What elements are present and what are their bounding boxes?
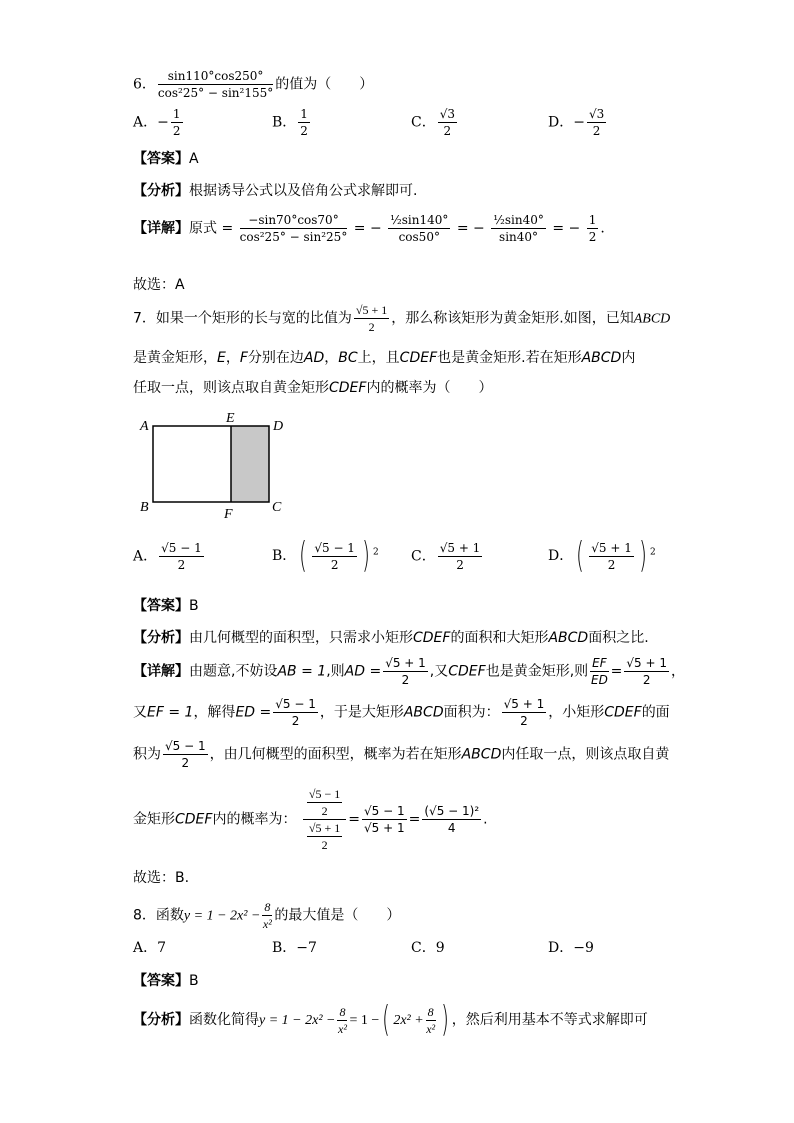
q7-answer: 【答案】B	[133, 598, 199, 614]
q6-stem	[133, 70, 373, 99]
q7-detail-line3: 积为 $\frac{√5 - 1}{2}$ ，由几何概型的面积型，概率为若在矩形ABCD内任取一点，则该点取自黄	[133, 739, 670, 770]
q7-detail-line1: 【详解】由题意,不妨设AB = 1,则AD = $\frac{√5 + 1}{2}$ ,又CDEF也是黄金矩形,则 $\frac{EF}{ED}$ = $\frac{√5 + 1}{2}$ ，	[133, 656, 685, 687]
label-a: A	[140, 419, 149, 434]
q6-detail: 【详解】原式 = $\frac{-\sin 70^\circ\cos 70^\circ}{\text{cos²25° − sin²25°}}$ = − $\frac{\text{½sin140°}}{\cos 50^\circ}$ = − $\frac{\text{½sin40°}}{\sin 40^\circ}$ = − $\frac{1}{2}$ .	[133, 213, 605, 244]
q7-detail-line4: 金矩形CDEF内的概率为： $\frac{\frac{√5 - 1}{2}}{\frac{√5 + 1}{2}}$ = $\frac{√5 - 1}{√5 + 1}$ = $\frac{\text{(√5 − 1)²}}{4}$ .	[133, 787, 488, 852]
label-e: E	[226, 411, 235, 426]
q7-option-c: C． $\frac{√5 + 1}{2}$	[411, 541, 481, 572]
q7-option-a: A． $\frac{√5 - 1}{2}$	[133, 541, 202, 572]
q6-answer: 【答案】A	[133, 151, 199, 167]
q6-conclusion: 故选：A	[133, 277, 185, 293]
q8-option-a: A．7	[133, 940, 167, 956]
q6-option-a: A．− $\frac{1}{2}$	[133, 107, 181, 138]
rectangle-cdef	[231, 426, 269, 502]
q8-option-c: C．9	[411, 940, 445, 956]
golden-rectangle-figure	[135, 410, 295, 522]
q6-option-c: C． $\frac{√3}{2}$	[411, 107, 455, 138]
q7-option-b: B．( $\frac{√5 - 1}{2}$ ) $^2$	[272, 535, 379, 576]
label-c: C	[272, 500, 282, 515]
q8-answer: 【答案】B	[133, 973, 199, 989]
q7-stem-line2: 是黄金矩形，E，F分别在边AD，BC上，且CDEF也是黄金矩形.若在矩形ABCD内	[133, 350, 636, 366]
q8-option-d: D．−9	[548, 940, 594, 956]
q8-stem: 8．函数y = 1 − 2x² − $\frac{8}{\text{x²}}$ 的最大值是（ ）	[133, 900, 401, 931]
q8-analysis: 【分析】函数化简得y = 1 − 2x² − $\frac{8}{\text{x²}}$ = 1 −( 2x² + $\frac{8}{\text{x²}}$ ) ，然后利用基本不等式求解即可	[133, 999, 648, 1040]
q7-stem-line1: 7．如果一个矩形的长与宽的比值为 $\frac{√5 + 1}{2}$ ，那么称该矩形为黄金矩形.如图，已知ABCD	[133, 303, 671, 334]
label-b: B	[140, 500, 149, 515]
q6-option-d: D．− $\frac{√3}{2}$	[548, 107, 605, 138]
q7-detail-line2: 又EF = 1，解得ED = $\frac{√5 - 1}{2}$ ，于是大矩形ABCD面积为： $\frac{√5 + 1}{2}$ ，小矩形CDEF的面	[133, 697, 670, 728]
label-d: D	[273, 419, 284, 434]
q7-option-d: D．( $\frac{√5 + 1}{2}$ ) $^2$	[548, 535, 656, 576]
q6-number: 6．	[133, 76, 156, 93]
q6-option-b: B． $\frac{1}{2}$	[272, 107, 308, 138]
q8-option-b: B．−7	[272, 940, 317, 956]
label-f: F	[224, 507, 233, 522]
q7-conclusion: 故选：B.	[133, 870, 190, 886]
q7-analysis: 【分析】由几何概型的面积型，只需求小矩形CDEF的面积和大矩形ABCD面积之比.	[133, 630, 649, 646]
q7-stem-line3: 任取一点，则该点取自黄金矩形CDEF内的概率为（ ）	[133, 380, 493, 396]
q6-fraction: $\frac{\sin 110^\circ\cos 250^\circ}{\text{cos²25° − sin²155°}}$	[157, 69, 274, 100]
q6-tail: 的值为（ ）	[275, 76, 374, 93]
q6-analysis: 【分析】根据诱导公式以及倍角公式求解即可.	[133, 183, 418, 199]
